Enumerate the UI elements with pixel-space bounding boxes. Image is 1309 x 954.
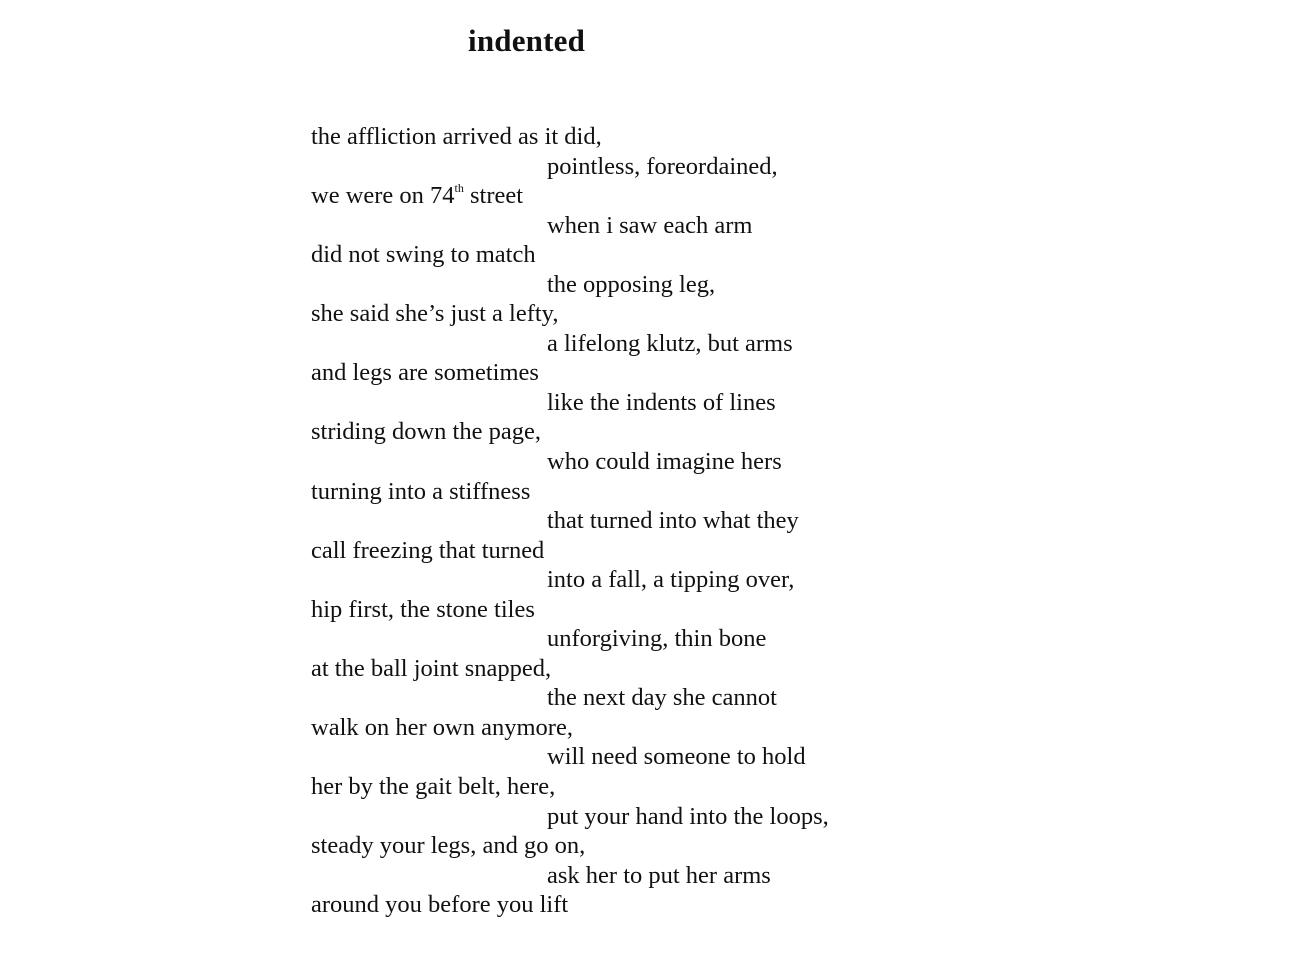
poem-line bbox=[311, 181, 829, 211]
poem-line-indented: a lifelong klutz, but arms bbox=[547, 329, 793, 357]
poem-line-text: we were on 74 bbox=[311, 182, 455, 210]
poem-line-indented: that turned into what they bbox=[547, 507, 799, 535]
poem-line-indented: put your hand into the loops, bbox=[547, 802, 829, 830]
poem-line: and legs are sometimes bbox=[311, 359, 539, 387]
ordinal-superscript: th bbox=[454, 181, 464, 196]
poem-line-indented: the opposing leg, bbox=[547, 270, 716, 298]
poem-line-indented: unforgiving, thin bone bbox=[547, 625, 767, 653]
poem-line: walk on her own anymore, bbox=[311, 713, 573, 741]
poem-line: did not swing to match bbox=[311, 241, 536, 269]
poem-line-indented: into a fall, a tipping over, bbox=[547, 566, 795, 594]
poem-line-indented: who could imagine hers bbox=[547, 448, 782, 476]
poem-line-indented: the next day she cannot bbox=[547, 684, 777, 712]
poem-line-indented: ask her to put her arms bbox=[547, 861, 771, 889]
poem-line-text: street bbox=[463, 182, 524, 210]
poem-line: striding down the page, bbox=[311, 418, 541, 446]
poem-body bbox=[311, 122, 829, 920]
poem-line: call freezing that turned bbox=[311, 536, 545, 564]
poem-line-indented: will need someone to hold bbox=[547, 743, 806, 771]
poem-line: she said she’s just a lefty, bbox=[311, 300, 559, 328]
poem-title: indented bbox=[468, 23, 586, 58]
poem-line: hip first, the stone tiles bbox=[311, 595, 535, 623]
poem-line: at the ball joint snapped, bbox=[311, 654, 552, 682]
poem-line: steady your legs, and go on, bbox=[311, 832, 586, 860]
poem-line: the affliction arrived as it did, bbox=[311, 123, 602, 150]
poem-line: turning into a stiffness bbox=[311, 477, 531, 505]
poem-line: around you before you lift bbox=[311, 891, 569, 919]
poem-line-indented: when i saw each arm bbox=[547, 211, 753, 239]
poem-line: her by the gait belt, here, bbox=[311, 773, 556, 801]
poem-line-indented: pointless, foreordained, bbox=[547, 152, 778, 180]
poem-line-indented: like the indents of lines bbox=[547, 388, 776, 416]
